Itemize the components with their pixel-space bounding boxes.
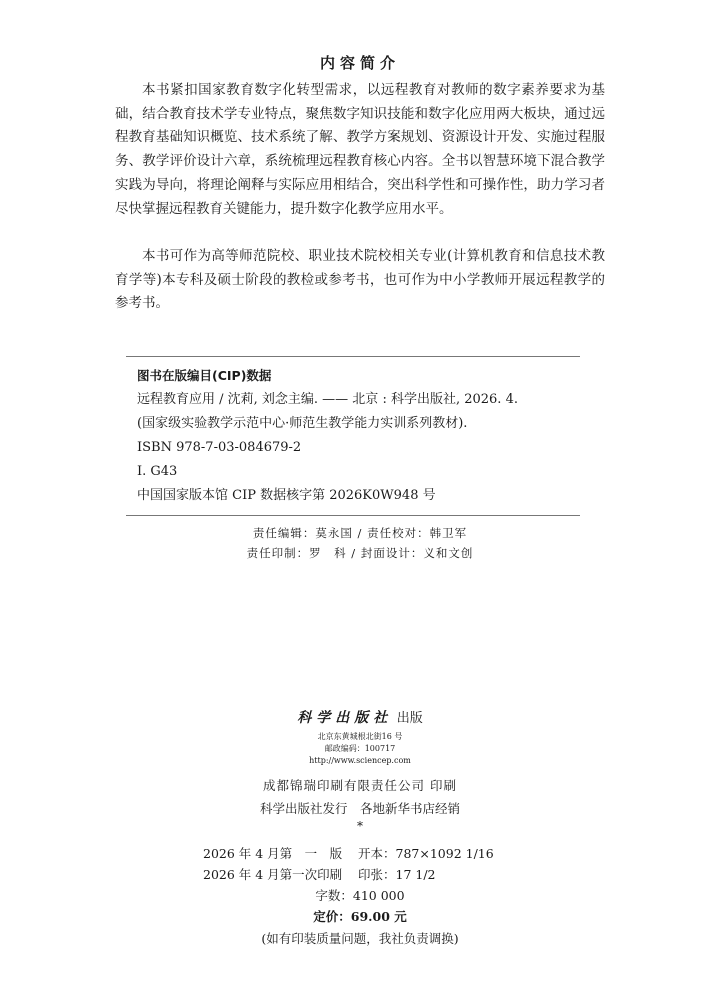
- summary-title: 内容简介: [319, 54, 400, 72]
- publisher-postcode: 邮政编码：100717: [324, 744, 396, 753]
- publisher-suffix: 出版: [396, 711, 423, 726]
- cip-line-title: 远程教育应用 / 沈莉, 刘念主编. —— 北京 : 科学出版社, 2026. 4.: [137, 392, 518, 407]
- format-size: 开本：787×1092 1/16: [358, 846, 494, 861]
- credits-line-editors: 责任编辑：莫永国 / 责任校对：韩卫军: [252, 526, 468, 540]
- impression-row: [203, 865, 436, 885]
- edition-row: [203, 844, 494, 864]
- cip-top-divider: [126, 356, 580, 357]
- cip-line-record-number: 中国国家版本馆 CIP 数据核字第 2026K0W948 号: [137, 488, 436, 503]
- print-sheets: 印张：17 1/2: [358, 867, 436, 882]
- separator-star: *: [357, 819, 363, 833]
- quality-notice: (如有印装质量问题，我社负责调换): [261, 931, 459, 946]
- cip-block: [137, 364, 577, 508]
- price: 定价：69.00 元: [313, 909, 407, 924]
- edition-date: 2026 年 4 月第 一 版: [203, 846, 343, 861]
- credits-line-production: 责任印制：罗 科 / 封面设计：义和文创: [246, 546, 474, 560]
- publisher-line: [0, 708, 720, 728]
- publisher-logo-name: 科学出版社: [297, 710, 393, 726]
- publisher-address: 北京东黄城根北街16 号: [317, 732, 403, 741]
- distribution-line: 科学出版社发行 各地新华书店经销: [259, 801, 460, 816]
- summary-paragraph-2-text: 本书可作为高等师范院校、职业技术院校相关专业(计算机教育和信息技术教育学等)本专科及硕士阶段的教检或参考书，也可作为中小学教师开展远程教学的参考书。: [115, 248, 605, 312]
- summary-paragraph-1: [115, 79, 605, 221]
- word-count: 字数：410 000: [315, 888, 405, 903]
- summary-paragraph-2: [115, 245, 605, 316]
- cip-heading: 图书在版编目(CIP)数据: [137, 368, 272, 383]
- cip-bottom-divider: [126, 515, 580, 516]
- summary-paragraph-1-text: 本书紧扣国家教育数字化转型需求，以远程教育对教师的数字素养要求为基础，结合教育技术学专业特点，聚焦数字知识技能和数字化应用两大板块，通过远程教育基础知识概览、技术系统了解、教学方案规划、资源设计开发、实施过程服务、教学评价设计六章，系统梳理远程教育核心内容。全书以智慧环境下混合教学实践为导向，将理论阐释与实际应用相结合，突出科学性和可操作性，助力学习者尽快掌握远程教育关键能力，提升数字化教学应用水平。: [115, 82, 605, 217]
- cip-line-classification: Ⅰ. G43: [137, 464, 178, 479]
- publisher-website: http://www.sciencep.com: [309, 756, 411, 765]
- cip-line-isbn: ISBN 978-7-03-084679-2: [137, 440, 302, 455]
- cip-line-series: (国家级实验教学示范中心·师范生教学能力实训系列教材).: [137, 416, 468, 431]
- impression-date: 2026 年 4 月第一次印刷: [203, 867, 343, 882]
- printer-line: 成都锦瑞印刷有限责任公司 印刷: [263, 778, 457, 793]
- editorial-credits: [0, 523, 720, 563]
- publisher-address-block: [0, 731, 720, 767]
